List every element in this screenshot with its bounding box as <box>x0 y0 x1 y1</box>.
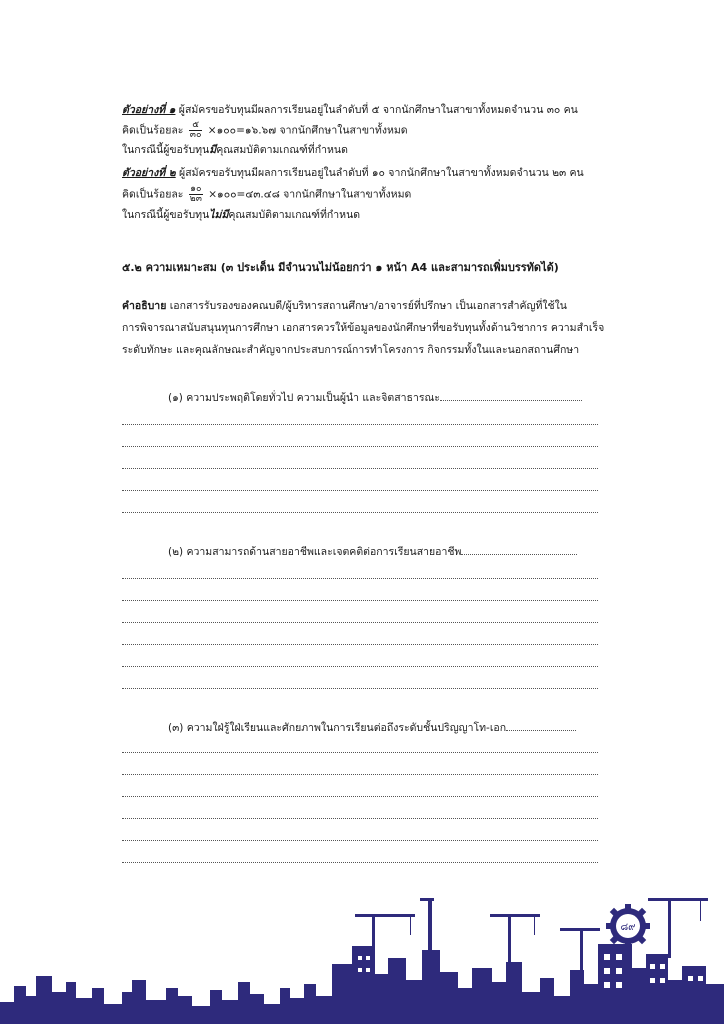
example-2-text: ผู้สมัครขอรับทุนมีผลการเรียนอยู่ในลำดับที่ ๑๐ จากนักศึกษาในสาขาทั้งหมดจำนวน ๒๓ คน <box>179 167 584 179</box>
answer-line[interactable] <box>122 512 598 513</box>
answer-line[interactable] <box>122 578 598 579</box>
example-1-result <box>122 143 348 157</box>
example-2-result <box>122 208 360 222</box>
example-1-numerator: ๕ <box>189 121 203 131</box>
example-2-calc-suffix: ×๑๐๐=๔๓.๔๘ จากนักศึกษาในสาขาทั้งหมด <box>208 188 412 201</box>
example-2-label: ตัวอย่างที่ ๒ <box>122 167 176 179</box>
question-1-label: (๑) ความประพฤติโดยทั่วไป ความเป็นผู้นำ และจิตสาธารณะ <box>168 392 440 404</box>
section-heading: ๕.๒ ความเหมาะสม (๓ ประเด็น มีจำนวนไม่น้อยกว่า ๑ หน้า A4 และสามารถเพิ่มบรรทัดได้) <box>122 261 559 274</box>
question-1 <box>168 391 582 405</box>
example-2-result-b: ไม่มี <box>209 209 229 221</box>
description-line-2: การพิจารณาสนับสนุนทุนการศึกษา เอกสารควรให้ข้อมูลของนักศึกษาที่ขอรับทุนทั้งด้านวิชาการ ความสำเร็จ <box>122 322 605 334</box>
example-1-calc-prefix: คิดเป็นร้อยละ <box>122 124 184 137</box>
example-1-result-c: คุณสมบัติตามเกณฑ์ที่กำหนด <box>216 144 348 156</box>
answer-line[interactable] <box>122 446 598 447</box>
answer-line[interactable] <box>122 688 598 689</box>
answer-line[interactable] <box>122 796 598 797</box>
question-3-fill-line[interactable] <box>506 730 576 731</box>
description-line-3: ระดับทักษะ และคุณลักษณะสำคัญจากประสบการณ์การทำโครงการ กิจกรรมทั้งในและนอกสถานศึกษา <box>122 344 580 356</box>
answer-line[interactable] <box>122 862 598 863</box>
question-3-label: (๓) ความใฝ่รู้ใฝ่เรียนและศักยภาพในการเรียนต่อถึงระดับชั้นปริญญาโท-เอก <box>168 722 507 734</box>
answer-line[interactable] <box>122 490 598 491</box>
example-2-calc-prefix: คิดเป็นร้อยละ <box>122 188 184 201</box>
answer-line[interactable] <box>122 424 598 425</box>
question-1-fill-line[interactable] <box>440 400 582 401</box>
logo-text: ๘๙ <box>620 922 636 933</box>
example-2-numerator: ๑๐ <box>190 184 202 194</box>
example-1-fraction <box>189 121 203 140</box>
example-2-result-a: ในกรณีนี้ผู้ขอรับทุน <box>122 209 210 221</box>
example-1-calc <box>122 121 408 140</box>
example-1-label: ตัวอย่างที่ ๑ <box>122 104 176 116</box>
answer-line[interactable] <box>122 774 598 775</box>
answer-line[interactable] <box>122 666 598 667</box>
example-1-text: ผู้สมัครขอรับทุนมีผลการเรียนอยู่ในลำดับที่ ๕ จากนักศึกษาในสาขาทั้งหมดจำนวน ๓๐ คน <box>178 104 578 116</box>
example-2-calc <box>122 185 411 204</box>
answer-line[interactable] <box>122 752 598 753</box>
question-3 <box>168 721 576 735</box>
example-2-line <box>122 166 584 180</box>
question-2-fill-line[interactable] <box>461 554 577 555</box>
example-2-denominator: ๒๓ <box>189 194 202 204</box>
answer-line[interactable] <box>122 600 598 601</box>
question-2-label: (๒) ความสามารถด้านสายอาชีพและเจตคติต่อการเรียนสายอาชีพ <box>168 546 462 558</box>
answer-line[interactable] <box>122 622 598 623</box>
example-1-result-a: ในกรณีนี้ผู้ขอรับทุน <box>122 144 210 156</box>
answer-line[interactable] <box>122 818 598 819</box>
example-1-calc-suffix: ×๑๐๐=๑๖.๖๗ จากนักศึกษาในสาขาทั้งหมด <box>207 124 408 137</box>
example-1-line <box>122 103 578 117</box>
description-label: คำอธิบาย <box>122 300 167 312</box>
city-skyline-footer <box>0 884 724 1024</box>
example-1-result-b: มี <box>209 144 217 156</box>
answer-line[interactable] <box>122 644 598 645</box>
answer-line[interactable] <box>122 468 598 469</box>
example-2-fraction <box>189 185 203 204</box>
description-text-1: เอกสารรับรองของคณบดี/ผู้บริหารสถานศึกษา/อาจารย์ที่ปรึกษา เป็นเอกสารสำคัญที่ใช้ใน <box>169 300 567 312</box>
question-2 <box>168 545 577 559</box>
answer-line[interactable] <box>122 840 598 841</box>
description-line-1 <box>122 299 567 313</box>
example-1-denominator: ๓๐ <box>189 130 202 140</box>
example-2-result-c: คุณสมบัติตามเกณฑ์ที่กำหนด <box>228 209 361 221</box>
gear-logo-icon <box>606 904 650 948</box>
